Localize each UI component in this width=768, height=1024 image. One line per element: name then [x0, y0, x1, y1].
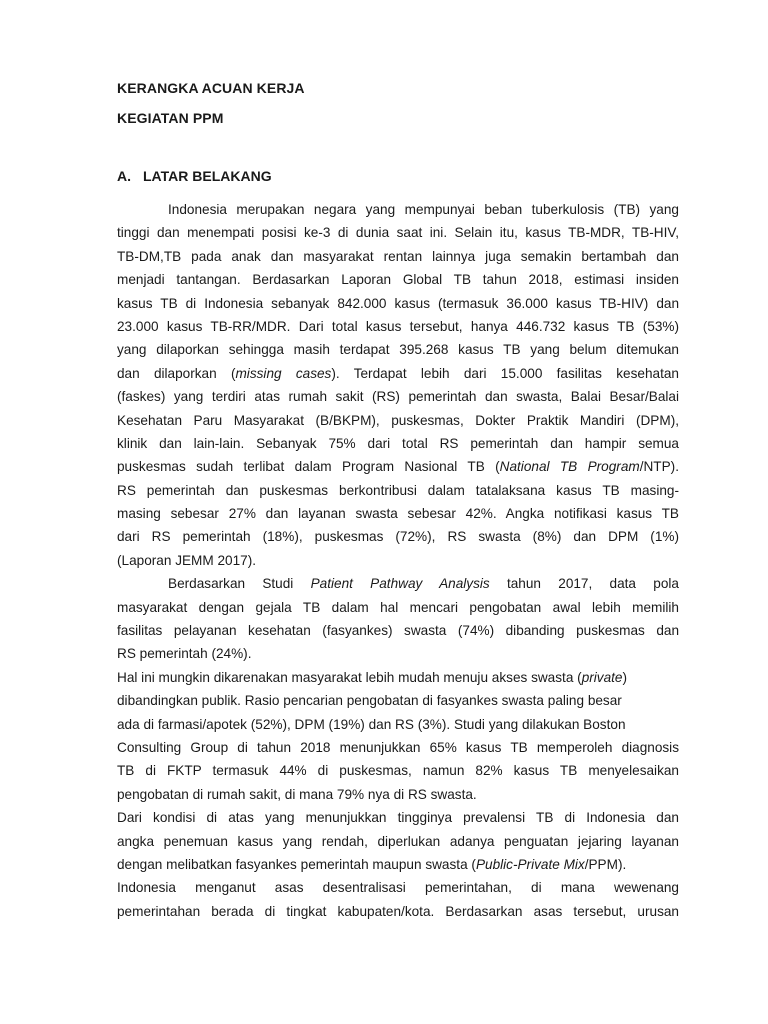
text-segment: dengan melibatkan fasyankes pemerintah maupun swasta ( [117, 856, 476, 872]
body-line [117, 783, 679, 806]
text-segment: RS pemerintah (24%). [117, 646, 252, 662]
text-segment: dari RS pemerintah (18%), puskesmas (72%), RS swasta (8%) dan DPM (1%) [117, 529, 679, 545]
body-line [117, 315, 679, 338]
text-segment: (Laporan JEMM 2017). [117, 552, 257, 568]
text-segment: tinggi dan menempati posisi ke-3 di dunia saat ini. Selain itu, kasus TB-MDR, TB-HIV, [117, 225, 679, 241]
body-line [117, 830, 679, 853]
text-segment: /PPM). [584, 856, 627, 872]
body-line [117, 385, 679, 408]
body-line [117, 619, 679, 642]
body-line [117, 221, 679, 244]
body-line [117, 362, 679, 385]
section-title: LATAR BELAKANG [143, 168, 272, 184]
text-segment: ada di farmasi/apotek (52%), DPM (19%) dan RS (3%). Studi yang dilakukan Boston [117, 716, 626, 732]
text-segment: /NTP). [639, 459, 679, 475]
body-line [117, 245, 679, 268]
text-segment: TB di FKTP termasuk 44% di puskesmas, namun 82% kasus TB menyelesaikan [117, 763, 679, 779]
italic-term: missing cases [235, 365, 332, 381]
body-line [117, 455, 679, 478]
italic-term: Patient Pathway Analysis [310, 576, 490, 592]
body-line [117, 198, 679, 221]
text-segment: fasilitas pelayanan kesehatan (fasyankes) swasta (74%) dibanding puskesmas dan [117, 623, 679, 639]
text-segment: pemerintahan berada di tingkat kabupaten/kota. Berdasarkan asas tersebut, urusan [117, 903, 679, 919]
text-segment: dibandingkan publik. Rasio pencarian pengobatan di fasyankes swasta paling besar [117, 693, 622, 709]
text-segment: pengobatan di rumah sakit, di mana 79% nya di RS swasta. [117, 786, 477, 802]
body-line [117, 876, 679, 899]
body-line [117, 338, 679, 361]
body-line [117, 900, 679, 923]
body-line [117, 642, 679, 665]
body-line [117, 596, 679, 619]
body-line [117, 525, 679, 548]
text-segment: yang dilaporkan sehingga masih terdapat 395.268 kasus TB yang belum ditemukan [117, 342, 679, 358]
italic-term: National TB Program [499, 459, 640, 475]
text-segment: Indonesia merupakan negara yang mempunyai beban tuberkulosis (TB) yang [168, 202, 679, 217]
body-line [117, 713, 679, 736]
body-line [117, 502, 679, 525]
body-line [117, 572, 679, 595]
text-segment: dan dilaporkan ( [117, 365, 236, 381]
italic-term: private [581, 669, 623, 685]
document-subtitle: KEGIATAN PPM [117, 110, 224, 126]
text-segment: Indonesia menganut asas desentralisasi pemerintahan, di mana wewenang [117, 880, 679, 896]
section-heading [117, 168, 272, 184]
section-number: A. [117, 168, 131, 184]
text-segment: angka penemuan kasus yang rendah, diperlukan adanya penguatan jejaring layanan [117, 833, 679, 849]
text-segment: puskesmas sudah terlibat dalam Program Nasional TB ( [117, 459, 500, 475]
text-segment: Hal ini mungkin dikarenakan masyarakat lebih mudah menuju akses swasta ( [117, 669, 582, 685]
body-text [117, 198, 679, 923]
body-line [117, 806, 679, 829]
text-segment: TB-DM,TB pada anak dan masyarakat rentan lainnya juga semakin bertambah dan [117, 248, 679, 264]
text-segment: 23.000 kasus TB-RR/MDR. Dari total kasus tersebut, hanya 446.732 kasus TB (53%) [117, 318, 679, 334]
italic-term: Public-Private Mix [475, 856, 585, 872]
text-segment: (faskes) yang terdiri atas rumah sakit (RS) pemerintah dan swasta, Balai Besar/Balai [117, 389, 679, 405]
document-title: KERANGKA ACUAN KERJA [117, 80, 305, 96]
text-segment: tahun 2017, data pola [489, 576, 679, 592]
body-line [117, 479, 679, 502]
text-segment: masyarakat dengan gejala TB dalam hal mencari pengobatan awal lebih memilih [117, 599, 679, 615]
text-segment: klinik dan lain-lain. Sebanyak 75% dari total RS pemerintah dan hampir semua [117, 435, 679, 451]
body-line [117, 759, 679, 782]
text-segment: RS pemerintah dan puskesmas berkontribusi dalam tatalaksana kasus TB masing- [117, 482, 679, 498]
body-line [117, 409, 679, 432]
text-segment: masing sebesar 27% dan layanan swasta sebesar 42%. Angka notifikasi kasus TB [117, 506, 679, 522]
text-segment: Dari kondisi di atas yang menunjukkan tingginya prevalensi TB di Indonesia dan [117, 810, 679, 826]
body-line [117, 736, 679, 759]
body-line [117, 432, 679, 455]
text-segment: kasus TB di Indonesia sebanyak 842.000 kasus (termasuk 36.000 kasus TB-HIV) dan [117, 295, 679, 311]
body-line [117, 666, 679, 689]
body-line [117, 853, 679, 876]
body-line [117, 549, 679, 572]
text-segment: ) [622, 669, 628, 685]
text-segment: menjadi tantangan. Berdasarkan Laporan Global TB tahun 2018, estimasi insiden [117, 272, 679, 288]
body-line [117, 689, 679, 712]
text-segment: Kesehatan Paru Masyarakat (B/BKPM), puskesmas, Dokter Praktik Mandiri (DPM), [117, 412, 679, 428]
body-line [117, 268, 679, 291]
text-segment: Consulting Group di tahun 2018 menunjukkan 65% kasus TB memperoleh diagnosis [117, 739, 679, 755]
body-line [117, 292, 679, 315]
text-segment: Berdasarkan Studi [168, 576, 311, 592]
text-segment: ). Terdapat lebih dari 15.000 fasilitas kesehatan [331, 365, 679, 381]
